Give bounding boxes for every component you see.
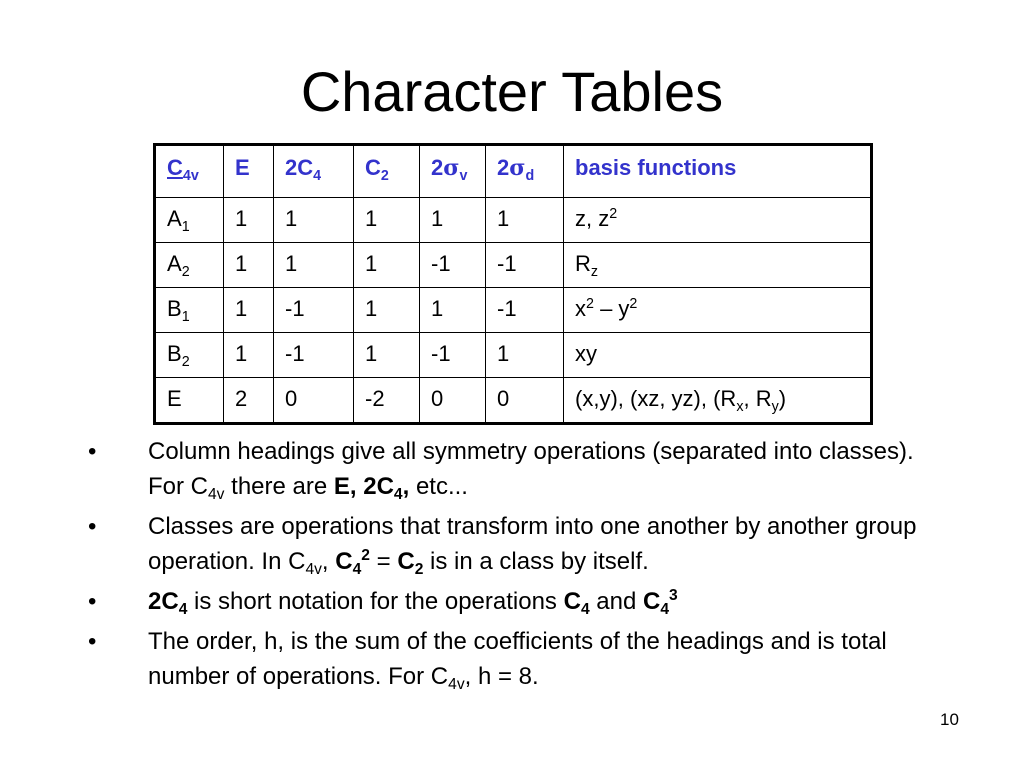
bullet-item: • Column headings give all symmetry operations (separated into classes). For $C_{4v}$ there are E, $2C_4$, etc...: [88, 434, 948, 504]
basis-function: z, $z^2$: [564, 198, 872, 243]
header-point-group: $C_{4v}$: [155, 145, 224, 198]
character-value: 1: [224, 288, 274, 333]
irrep-label: $B_1$: [155, 288, 224, 333]
character-value: 1: [354, 333, 420, 378]
character-value: -1: [274, 333, 354, 378]
bullet-list: [88, 434, 948, 699]
basis-function: (x,y), (xz, yz), ($R_x$, $R_y$): [564, 378, 872, 424]
table-row: [155, 243, 872, 288]
character-value: 1: [354, 198, 420, 243]
character-value: 1: [354, 243, 420, 288]
character-value: 0: [420, 378, 486, 424]
character-value: -1: [486, 243, 564, 288]
bullet-item: • The order, h, is the sum of the coefficients of the headings and is total number of operations. For $C_{4v}$, h = 8.: [88, 624, 948, 694]
basis-function: $x^2 - y^2$: [564, 288, 872, 333]
page-number: 10: [940, 710, 959, 729]
bullet-item: • Classes are operations that transform into one another by another group operation. In $C_{4v}$, $C_4^2 = C_2$ is in a class by itself.: [88, 509, 948, 579]
character-value: -1: [420, 243, 486, 288]
character-value: 1: [224, 243, 274, 288]
basis-function: xy: [564, 333, 872, 378]
table-row: [155, 288, 872, 333]
character-value: -2: [354, 378, 420, 424]
character-value: 1: [486, 333, 564, 378]
bullet-marker: •: [88, 438, 97, 465]
character-value: 1: [420, 288, 486, 333]
character-value: 1: [420, 198, 486, 243]
header-basis-functions: basis functions: [564, 145, 872, 198]
character-table: [153, 143, 873, 425]
table-row: [155, 198, 872, 243]
header-identity: E: [224, 145, 274, 198]
character-value: -1: [420, 333, 486, 378]
table-row: [155, 333, 872, 378]
slide-title: Character Tables: [300, 60, 724, 123]
bullet-item: • $2C_4$ is short notation for the operations $C_4$ and $C_4^3$: [88, 584, 948, 619]
character-value: -1: [274, 288, 354, 333]
basis-function: $R_z$: [564, 243, 872, 288]
bullet-marker: •: [88, 588, 97, 615]
character-value: 0: [486, 378, 564, 424]
character-value: 2: [224, 378, 274, 424]
character-value: 0: [274, 378, 354, 424]
character-value: 1: [486, 198, 564, 243]
header-c2: $C_2$: [354, 145, 420, 198]
character-value: 1: [224, 333, 274, 378]
irrep-label: E: [155, 378, 224, 424]
character-value: 1: [274, 198, 354, 243]
character-value: -1: [486, 288, 564, 333]
character-value: 1: [274, 243, 354, 288]
irrep-label: $B_2$: [155, 333, 224, 378]
header-2sigma-v: $2\sigma_v$: [420, 145, 486, 198]
bullet-marker: •: [88, 513, 97, 540]
header-2c4: $2C_4$: [274, 145, 354, 198]
header-2sigma-d: $2\sigma_d$: [486, 145, 564, 198]
character-value: 1: [354, 288, 420, 333]
character-value: 1: [224, 198, 274, 243]
bullet-marker: •: [88, 628, 97, 655]
irrep-label: $A_2$: [155, 243, 224, 288]
table-row: [155, 378, 872, 424]
irrep-label: $A_1$: [155, 198, 224, 243]
table-header-row: [155, 145, 872, 198]
